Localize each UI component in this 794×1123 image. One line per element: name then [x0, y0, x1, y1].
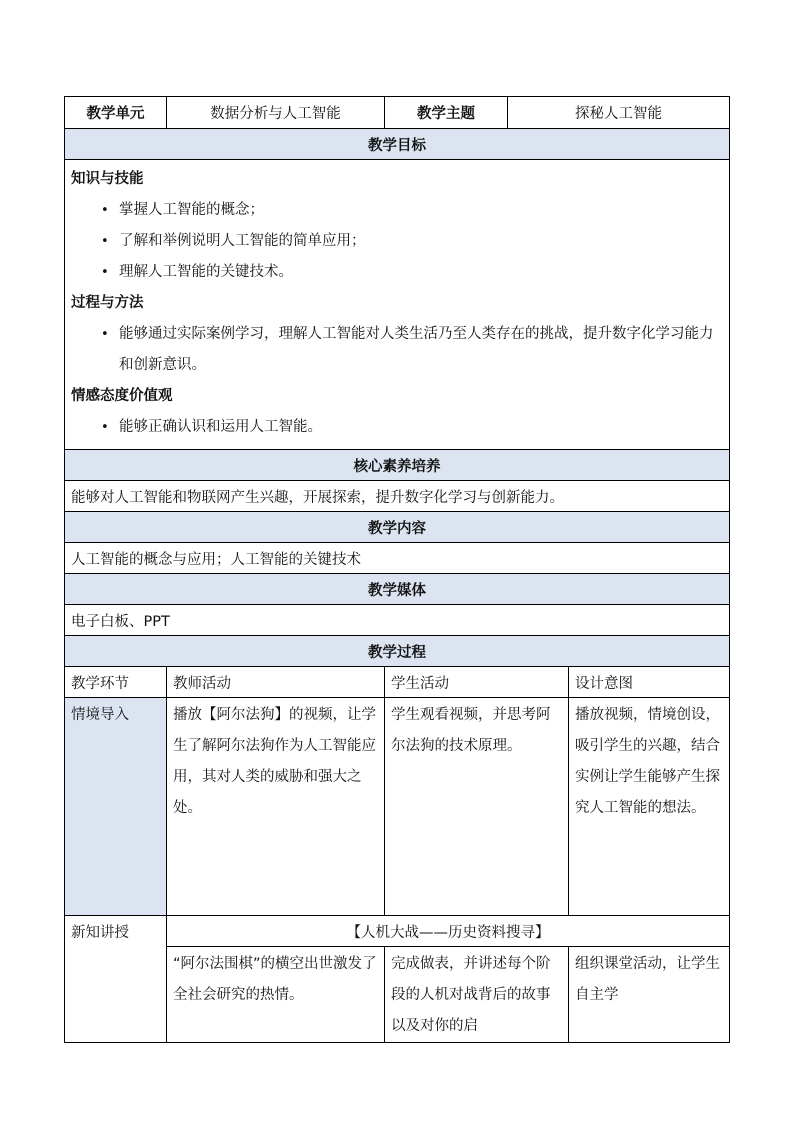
process-title: 教学过程: [65, 636, 730, 667]
list-item: • 能够正确认识和运用人工智能。: [71, 412, 723, 443]
bullet-icon: •: [101, 420, 109, 435]
topic-label: 教学主题: [385, 97, 508, 129]
objectives-body: [65, 160, 730, 450]
table-row: [65, 916, 730, 947]
list-item: • 能够通过实际案例学习，理解人工智能对人类生活乃至人类存在的挑战，提升数字化学习能力和创新意识。: [71, 319, 723, 381]
student-activity-cell: 完成做表，并讲述每个阶段的人机对战背后的故事以及对你的启: [385, 947, 569, 1043]
objective-heading-knowledge: 知识与技能: [71, 171, 144, 187]
objective-heading-process: 过程与方法: [71, 295, 144, 311]
design-intent-cell: 组织课堂活动，让学生自主学: [569, 947, 730, 1043]
content-title: 教学内容: [65, 512, 730, 543]
column-header-teacher: 教师活动: [167, 667, 385, 698]
bullet-icon: •: [101, 234, 109, 249]
objectives-title: 教学目标: [65, 129, 730, 160]
list-item: • 理解人工智能的关键技术。: [71, 257, 723, 288]
column-header-student: 学生活动: [385, 667, 569, 698]
table-row: [65, 698, 730, 916]
media-title: 教学媒体: [65, 574, 730, 605]
column-header-intent: 设计意图: [569, 667, 730, 698]
stage-cell: 新知讲授: [65, 916, 167, 1043]
bullet-icon: •: [101, 203, 109, 218]
design-intent-cell: 播放视频，情境创设，吸引学生的兴趣，结合实例让学生能够产生探究人工智能的想法。: [569, 698, 730, 916]
objective-heading-attitude: 情感态度价值观: [71, 388, 173, 404]
bullet-icon: •: [101, 327, 109, 342]
lesson-plan-table: [64, 96, 730, 1043]
student-activity-cell: 学生观看视频，并思考阿尔法狗的技术原理。: [385, 698, 569, 916]
column-header-stage: 教学环节: [65, 667, 167, 698]
unit-label: 教学单元: [65, 97, 167, 129]
teacher-activity-cell: 播放【阿尔法狗】的视频，让学生了解阿尔法狗作为人工智能应用，其对人类的威胁和强大之处。: [167, 698, 385, 916]
stage-cell: 情境导入: [65, 698, 167, 916]
teacher-activity-cell: “阿尔法围棋”的横空出世激发了全社会研究的热情。: [167, 947, 385, 1043]
bullet-icon: •: [101, 265, 109, 280]
activity-title-cell: 【人机大战——历史资料搜寻】: [167, 916, 730, 947]
header-row: [65, 97, 730, 129]
literacy-title: 核心素养培养: [65, 450, 730, 481]
list-item: • 了解和举例说明人工智能的简单应用；: [71, 226, 723, 257]
process-column-header-row: [65, 667, 730, 698]
literacy-text: 能够对人工智能和物联网产生兴趣，开展探索，提升数字化学习与创新能力。: [65, 481, 730, 512]
list-item: • 掌握人工智能的概念；: [71, 195, 723, 226]
media-text: 电子白板、PPT: [65, 605, 730, 636]
topic-value: 探秘人工智能: [508, 97, 730, 129]
unit-value: 数据分析与人工智能: [167, 97, 385, 129]
content-text: 人工智能的概念与应用；人工智能的关键技术: [65, 543, 730, 574]
